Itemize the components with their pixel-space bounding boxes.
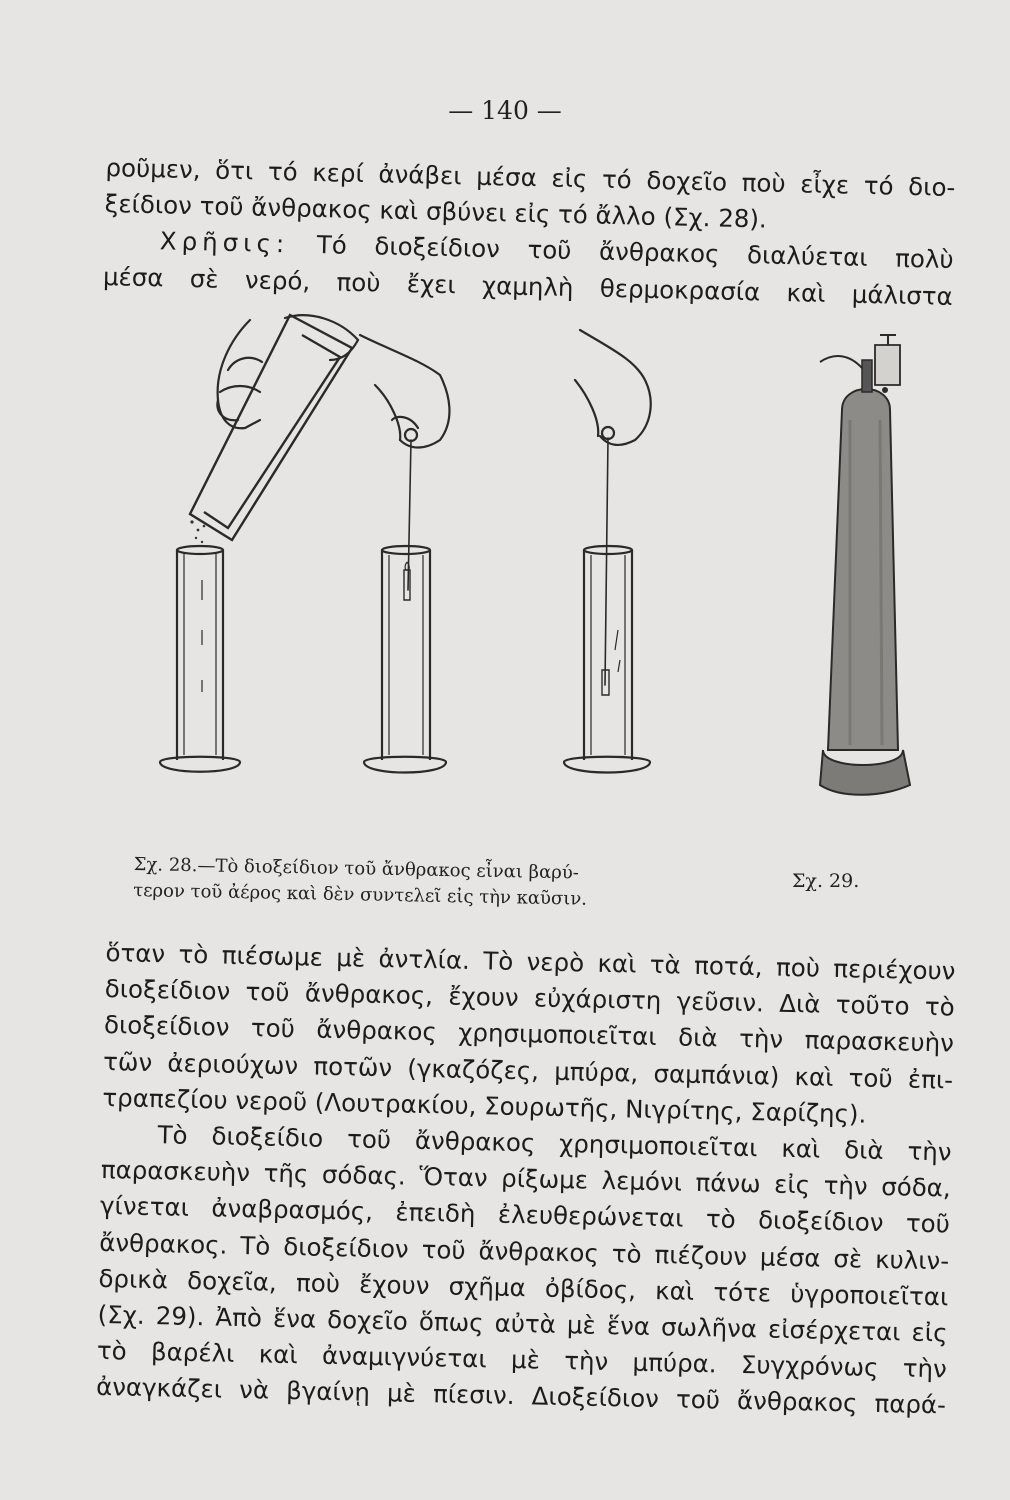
text-line: ἄνθρακος. Τὸ διοξείδιον τοῦ ἄνθρακος τὸ πιέζουν μέσα σὲ κυλιν-	[98, 1227, 950, 1276]
text-line: ἀναγκάζει νὰ βγαίνῃ μὲ πίεσιν. Διοξείδιον τοῦ ἄνθρακος παρά-	[95, 1372, 947, 1420]
cylinder-1	[160, 546, 240, 772]
figure-illustration	[120, 300, 960, 840]
text-line: διοξείδιον τοῦ ἄνθρακος, ἔχουν εὐχάριστη γεῦσιν. Διὰ τοῦτο τὸ	[104, 974, 955, 1022]
hand-with-candle-1	[360, 335, 449, 590]
text-line: τραπεζίου νεροῦ (Λουτρακίου, Σουρωτῆς, Νιγρίτης, Σαρίζης).	[102, 1082, 867, 1129]
caption-line: Σχ. 28.—Τὸ διοξείδιον τοῦ ἄνθρακος εἶναι βαρύ-	[133, 853, 580, 884]
cylinder-2	[364, 546, 446, 773]
page-number: — 140 —	[448, 96, 562, 125]
text-line: (Σχ. 29). Ἀπὸ ἕνα δοχεῖο ὅπως αὐτὰ μὲ ἕνα σωλῆνα εἰσέρχεται εἰς	[97, 1299, 948, 1348]
text-line: διοξείδιον τοῦ ἄνθρακος χρησιμοποιεῖται διὰ τὴν παρασκευὴν	[103, 1010, 955, 1058]
text-line: Τὸ διοξείδιο τοῦ ἄνθρακος χρησιμοποιεῖται καὶ διὰ τὴν	[157, 1120, 952, 1167]
caption-line: τερον τοῦ ἀέρος καὶ δὲν συντελεῖ εἰς τὴν καῦσιν.	[133, 879, 588, 910]
text-line: ροῦμεν, ὅτι τό κερί ἀνάβει μέσα εἰς τό δοχεῖο ποὺ εἶχε τό διο-	[105, 152, 956, 203]
figure-29-caption: Σχ. 29.	[792, 870, 860, 892]
text-line: τὸ βαρέλι καὶ ἀναμιγνύεται μὲ τὴν μπύρα. Συγχρόνως τὴν	[96, 1336, 948, 1384]
text-line: ξείδιον τοῦ ἄνθρακος καὶ σβύνει εἰς τό ἄλλο (Σχ. 28).	[104, 189, 768, 234]
falling-gas-dots	[190, 520, 205, 543]
bottom-paragraph	[96, 935, 956, 1424]
text-line: γίνεται ἀναβρασμός, ἐπειδὴ ἐλευθερώνεται τὸ διοξείδιον τοῦ	[99, 1191, 951, 1239]
figure-28-caption	[133, 852, 694, 915]
text-line-rest: Τό διοξείδιον τοῦ ἄνθρακος διαλύεται πολὺ	[288, 229, 954, 275]
gas-cylinder-illustration	[820, 335, 910, 795]
pouring-glass	[190, 315, 352, 540]
text-line: παρασκευὴν τῆς σόδας. Ὅταν ρίξωμε λεμόνι πάνω εἰς τὴν σόδα,	[100, 1155, 951, 1203]
text-line: ὅταν τὸ πιέσωμε μὲ ἀντλία. Τὸ νερὸ καὶ τὰ ποτά, ποὺ περιέχουν	[105, 937, 956, 986]
top-paragraph	[103, 150, 956, 315]
text-line: δρικὰ δοχεῖα, ποὺ ἔχουν σχῆμα ὀβίδος, καὶ τότε ὑγροποιεῖται	[98, 1263, 949, 1312]
hand-with-candle-2	[575, 330, 651, 685]
section-heading: Χρῆσις:	[159, 226, 290, 259]
text-line: μέσα σὲ νερό, ποὺ ἔχει χαμηλὴ θερμοκρασία καὶ μάλιστα	[102, 261, 954, 311]
text-line: τῶν ἀεριούχων ποτῶν (γκαζόζες, μπύρα, σαμπάνια) καὶ τοῦ ἐπι-	[102, 1046, 954, 1095]
